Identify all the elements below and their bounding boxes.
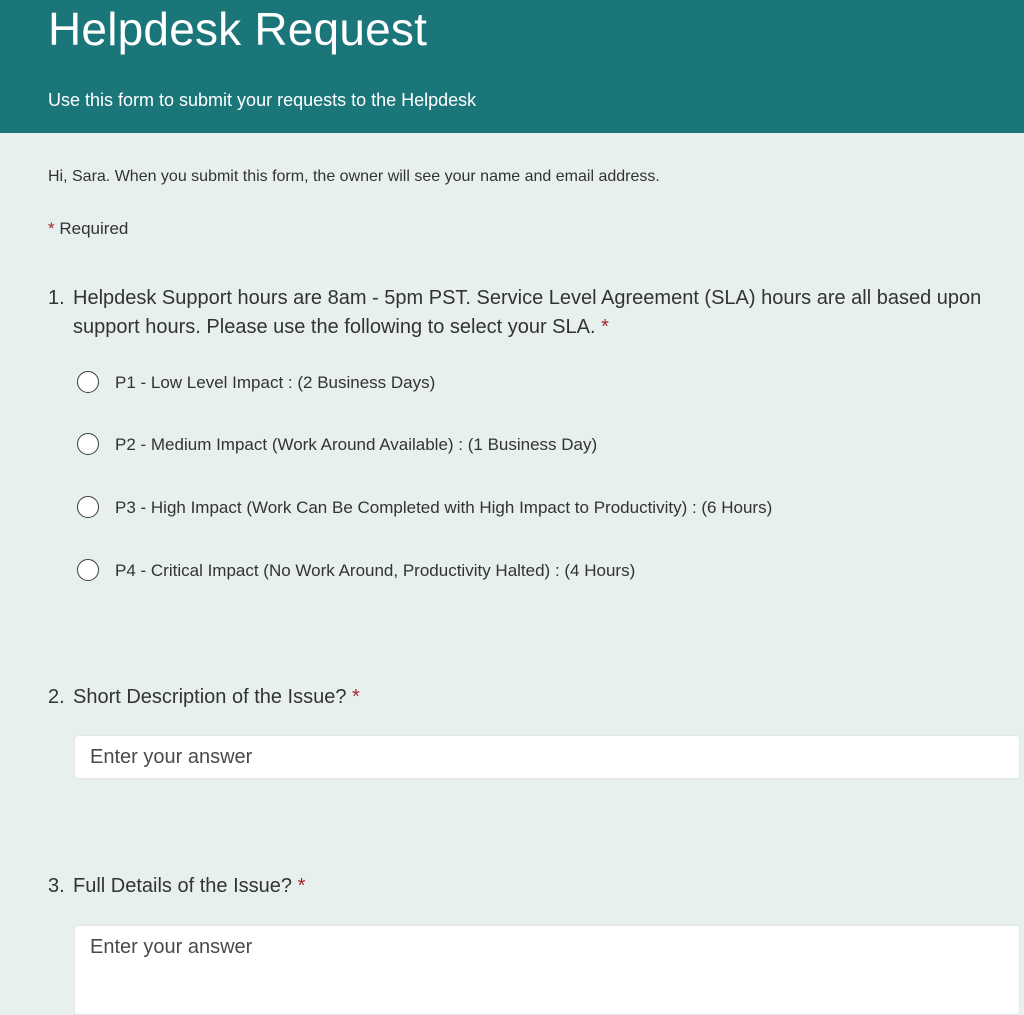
question-number: 2. [48, 686, 65, 708]
question-1 [48, 284, 1018, 344]
required-asterisk: * [48, 219, 55, 238]
radio-button[interactable] [77, 433, 99, 455]
form-title: Helpdesk Request [48, 3, 428, 55]
option-label: P3 - High Impact (Work Can Be Completed with High Impact to Productivity) : (6 Hours) [115, 498, 773, 517]
option-label: P2 - Medium Impact (Work Around Available) : (1 Business Day) [115, 435, 598, 454]
question-title: Helpdesk Support hours are 8am - 5pm PST. Service Level Agreement (SLA) hours are all based upon support hours. Please use the following to select your SLA. [73, 287, 982, 338]
required-legend [48, 218, 128, 240]
required-asterisk: * [352, 686, 360, 708]
option-label: P4 - Critical Impact (No Work Around, Productivity Halted) : (4 Hours) [115, 561, 636, 580]
question-text [73, 284, 1018, 342]
question-3 [48, 872, 1018, 902]
radio-button[interactable] [77, 371, 99, 393]
question-number: 3. [48, 875, 65, 897]
required-asterisk: * [601, 316, 609, 338]
radio-button[interactable] [77, 496, 99, 518]
question-title: Full Details of the Issue? [73, 875, 292, 897]
privacy-notice: Hi, Sara. When you submit this form, the owner will see your name and email address. [48, 168, 660, 185]
question-2 [48, 683, 1018, 713]
required-asterisk: * [297, 875, 306, 897]
form-header [0, 0, 1024, 133]
question-title: Short Description of the Issue? [73, 686, 347, 708]
option-label: P1 - Low Level Impact : (2 Business Days) [115, 373, 436, 392]
question-number: 1. [48, 287, 65, 309]
form-subtitle: Use this form to submit your requests to the Helpdesk [48, 90, 477, 110]
radio-button[interactable] [77, 559, 99, 581]
full-details-textarea[interactable] [74, 925, 1020, 1015]
required-label: Required [59, 219, 129, 238]
short-description-input[interactable] [74, 735, 1020, 779]
question-text [73, 872, 305, 901]
question-text [73, 683, 360, 712]
